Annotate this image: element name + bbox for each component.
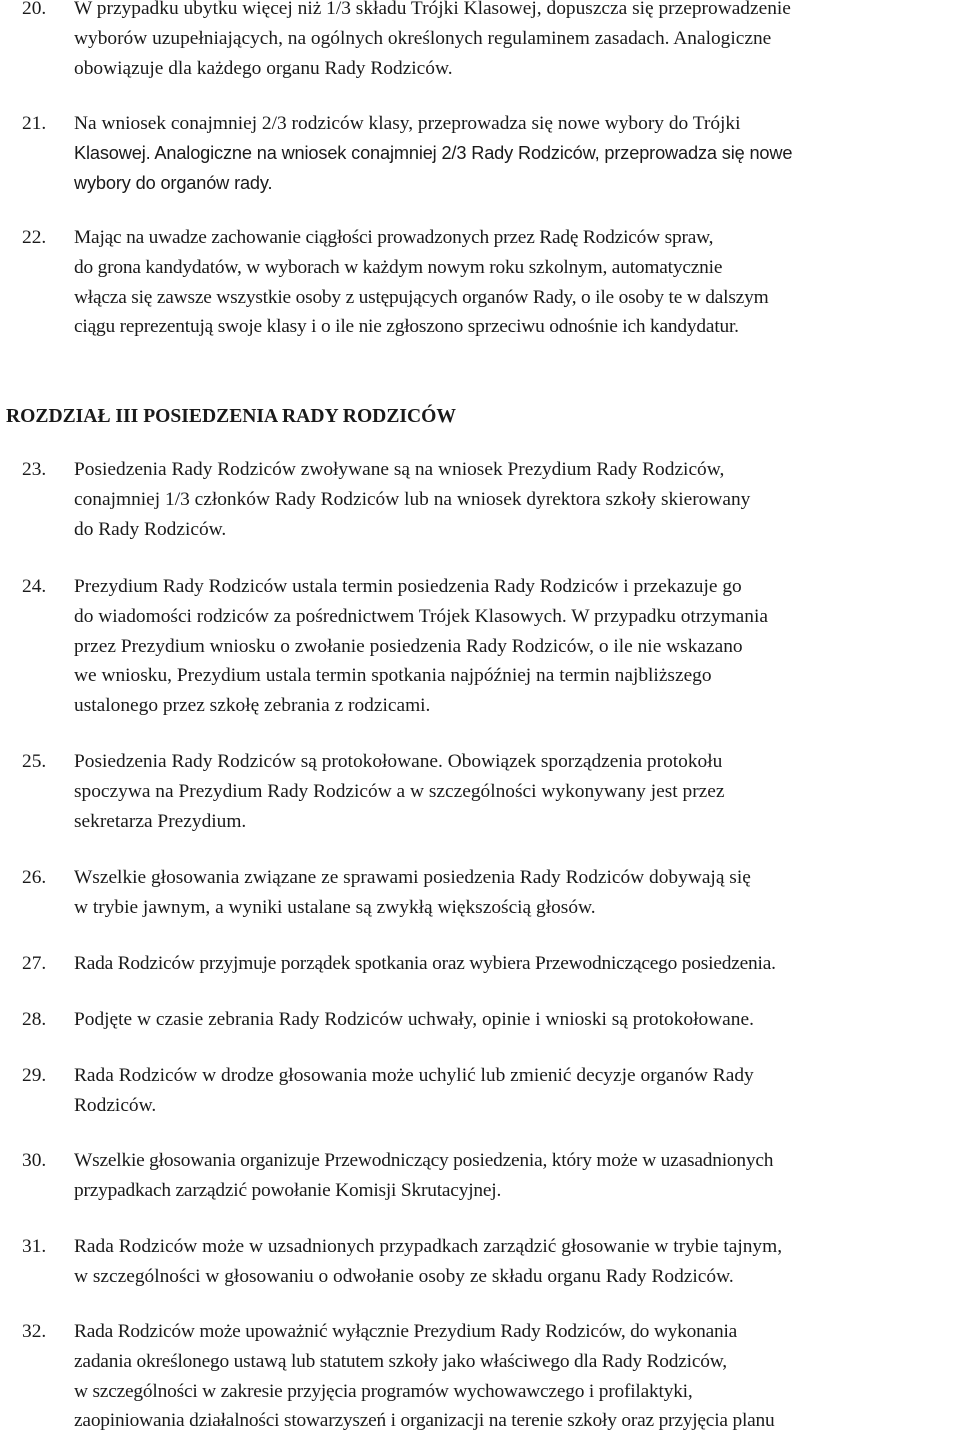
paragraph-line: we wniosku, Prezydium ustala termin spotkania najpóźniej na termin najbliższego (74, 665, 712, 687)
paragraph-number: 23. (22, 459, 47, 480)
paragraph-line: zaopiniowania działalności stowarzyszeń i organizacji na terenie szkoły oraz przyjęcia planu (74, 1410, 775, 1432)
paragraph-31 (0, 1232, 960, 1292)
paragraph-text (74, 1232, 960, 1292)
paragraph-line: przez Prezydium wniosku o zwołanie posiedzenia Rady Rodziców, o ile nie wskazano (74, 635, 743, 657)
paragraph-text (74, 747, 960, 836)
paragraph-line: W przypadku ubytku więcej niż 1/3 składu Trójki Klasowej, dopuszcza się przeprowadzenie (74, 0, 791, 19)
paragraph-line: spoczywa na Prezydium Rady Rodziców a w szczególności wykonywany jest przez (74, 780, 725, 802)
paragraph-line: zadania określonego ustawą lub statutem szkoły jako właściwego dla Rady Rodziców, (74, 1350, 727, 1372)
paragraph-line: ciągu reprezentują swoje klasy i o ile nie zgłoszono sprzeciwu odnośnie ich kandydatur. (74, 316, 739, 338)
paragraph-28 (0, 1005, 960, 1035)
paragraph-23 (0, 455, 960, 544)
paragraph-line: Podjęte w czasie zebrania Rady Rodziców uchwały, opinie i wnioski są protokołowane. (74, 1009, 754, 1030)
paragraph-number: 25. (22, 751, 47, 772)
paragraph-line: conajmniej 1/3 członków Rady Rodziców lub na wniosek dyrektora szkoły skierowany (74, 488, 751, 510)
paragraph-line: Wszelkie głosowania związane ze sprawami posiedzenia Rady Rodziców dobywają się (74, 867, 751, 888)
paragraph-line: Rada Rodziców może w uzsadnionych przypadkach zarządzić głosowanie w trybie tajnym, (74, 1236, 783, 1257)
paragraph-25 (0, 747, 960, 836)
paragraph-line: w trybie jawnym, a wyniki ustalane są zwykłą większością głosów. (74, 896, 596, 918)
paragraph-number: 22. (22, 227, 47, 248)
paragraph-line: w szczególności w głosowaniu o odwołanie osoby ze składu organu Rady Rodziców. (74, 1265, 734, 1287)
paragraph-number: 28. (22, 1009, 47, 1030)
paragraph-line: obowiązuje dla każdego organu Rady Rodziców. (74, 57, 453, 79)
paragraph-number: 26. (22, 867, 47, 888)
paragraph-line: do Rady Rodziców. (74, 518, 227, 540)
paragraph-21 (0, 109, 960, 198)
paragraph-30 (0, 1146, 960, 1206)
paragraph-line: Posiedzenia Rady Rodziców zwoływane są na wniosek Prezydium Rady Rodziców, (74, 459, 725, 480)
paragraph-text (74, 109, 960, 198)
paragraph-line: Na wniosek conajmniej 2/3 rodziców klasy, przeprowadza się nowe wybory do Trójki (74, 113, 741, 134)
paragraph-line: Rada Rodziców w drodze głosowania może uchylić lub zmienić decyzje organów Rady (74, 1065, 754, 1086)
paragraph-number: 20. (22, 0, 47, 19)
paragraph-line: Rodziców. (74, 1094, 157, 1116)
paragraph-number: 21. (22, 113, 47, 134)
paragraph-text (74, 223, 960, 342)
paragraph-line: w szczególności w zakresie przyjęcia programów wychowawczego i profilaktyki, (74, 1380, 693, 1402)
paragraph-number: 30. (22, 1150, 47, 1171)
paragraph-text (74, 455, 960, 544)
paragraph-line: sekretarza Prezydium. (74, 810, 247, 832)
paragraph-20 (0, 0, 960, 83)
paragraph-line: Prezydium Rady Rodziców ustala termin posiedzenia Rady Rodziców i przekazuje go (74, 576, 742, 597)
paragraph-line: włącza się zawsze wszystkie osoby z ustępujących organów Rady, o ile osoby te w dalszym (74, 286, 769, 308)
paragraph-line: Rada Rodziców przyjmuje porządek spotkania oraz wybiera Przewodniczącego posiedzenia. (74, 953, 776, 974)
paragraph-text (74, 1061, 960, 1121)
paragraph-line: przypadkach zarządzić powołanie Komisji Skrutacyjnej. (74, 1179, 502, 1201)
paragraph-text (74, 0, 960, 83)
paragraph-number: 31. (22, 1236, 47, 1257)
paragraph-text (74, 1005, 960, 1035)
paragraph-line: ustalonego przez szkołę zebrania z rodzicami. (74, 695, 431, 717)
paragraph-line: do grona kandydatów, w wyborach w każdym nowym roku szkolnym, automatycznie (74, 256, 723, 278)
paragraph-text (74, 572, 960, 721)
paragraph-line: Posiedzenia Rady Rodziców są protokołowane. Obowiązek sporządzenia protokołu (74, 751, 723, 772)
paragraph-number: 24. (22, 576, 47, 597)
paragraph-line: wybory do organów rady. (74, 172, 273, 193)
paragraph-27 (0, 949, 960, 979)
paragraph-26 (0, 863, 960, 923)
paragraph-number: 32. (22, 1321, 47, 1342)
paragraph-text (74, 1317, 960, 1436)
paragraph-line: Rada Rodziców może upoważnić wyłącznie Prezydium Rady Rodziców, do wykonania (74, 1321, 738, 1342)
paragraph-29 (0, 1061, 960, 1121)
section-heading: ROZDZIAŁ III POSIEDZENIA RADY RODZICÓW (6, 406, 457, 427)
paragraph-line: Mając na uwadze zachowanie ciągłości prowadzonych przez Radę Rodziców spraw, (74, 227, 714, 248)
paragraph-24 (0, 572, 960, 721)
paragraph-line: wyborów uzupełniających, na ogólnych określonych regulaminem zasadach. Analogiczne (74, 27, 772, 49)
paragraph-text (74, 949, 960, 979)
paragraph-line: Klasowej. Analogiczne na wniosek conajmniej 2/3 Rady Rodziców, przeprowadza się nowe (74, 142, 793, 163)
paragraph-32 (0, 1317, 960, 1436)
paragraph-22 (0, 223, 960, 342)
paragraph-text (74, 863, 960, 923)
paragraph-number: 27. (22, 953, 47, 974)
paragraph-line: Wszelkie głosowania organizuje Przewodniczący posiedzenia, który może w uzasadnionych (74, 1150, 774, 1171)
paragraph-number: 29. (22, 1065, 47, 1086)
paragraph-line: do wiadomości rodziców za pośrednictwem Trójek Klasowych. W przypadku otrzymania (74, 605, 768, 627)
paragraph-text (74, 1146, 960, 1206)
